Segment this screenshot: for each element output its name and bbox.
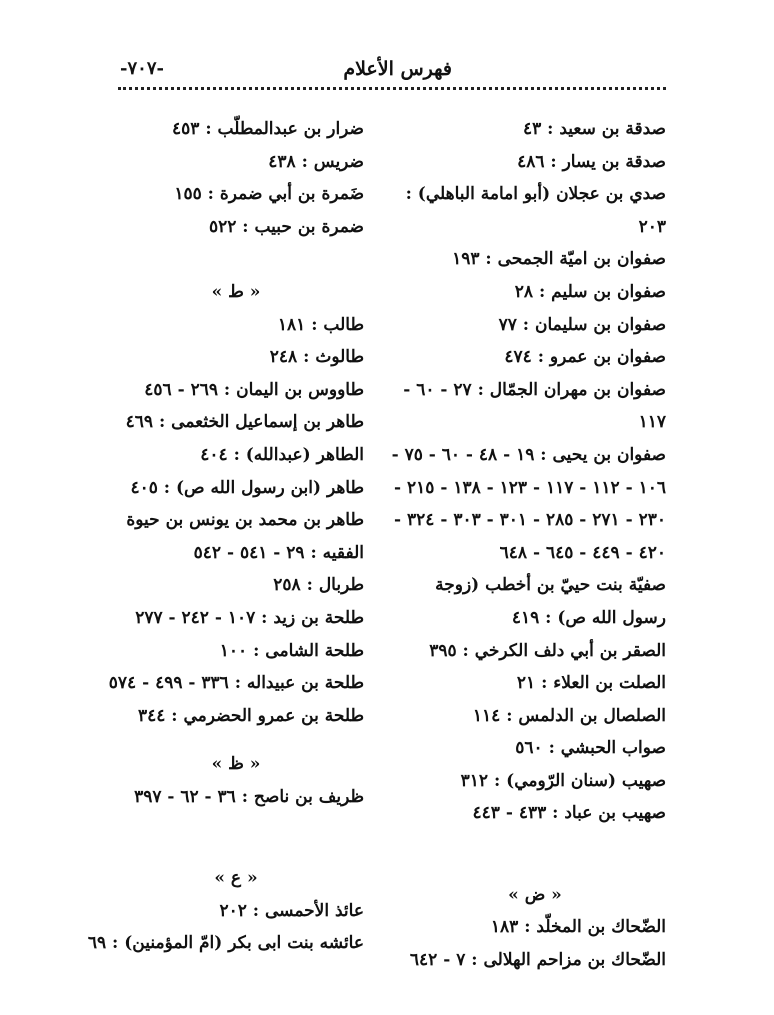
index-entry: طاهر بن إسماعيل الخثعمى : ٤٦٩ (125, 412, 364, 433)
index-entry-continuation: رسول الله ص) : ٤١٩ (511, 607, 666, 628)
dotted-divider (118, 87, 666, 90)
spacer (108, 846, 364, 862)
index-entry: ضمرة بن حبيب : ٥٢٢ (208, 216, 364, 237)
section-heading-ain: « ع » (214, 868, 258, 889)
index-entry: صواب الحبشي : ٥٦٠ (515, 738, 666, 759)
index-entry: الضّحاك بن المخلّد : ١٨٣ (490, 917, 666, 938)
index-entry-continuation: ١٠٦ - ١١٢ - ١١٧ - ١٢٣ - ١٣٨ - ٢١٥ - (394, 477, 666, 498)
index-entry: صفوان بن مهران الجمّال : ٢٧ - ٦٠ - (403, 379, 666, 400)
section-heading-za: « ظ » (211, 754, 261, 775)
index-column-right (391, 113, 666, 976)
index-entry: الطاهر (عبدالله) : ٤٠٤ (200, 444, 364, 465)
index-entry: طربال : ٢٥٨ (273, 575, 364, 596)
index-entry-continuation: ١١٧ (638, 412, 666, 433)
index-entry: صفوان بن عمرو : ٤٧٤ (504, 347, 666, 368)
index-entry: ضريس : ٤٣٨ (268, 151, 364, 172)
index-entry: طلحة بن زيد : ١٠٧ - ٢٤٢ - ٢٧٧ (135, 607, 364, 628)
page-number: -٧٠٧- (120, 58, 164, 79)
index-entry: طالوث : ٢٤٨ (269, 347, 364, 368)
index-entry: صدقة بن سعيد : ٤٣ (523, 119, 666, 139)
index-entry: ضَمرة بن أبي ضمرة : ١٥٥ (174, 184, 364, 205)
index-entry: صفيّة بنت حييّ بن أخطب (زوجة (435, 575, 666, 596)
index-entry: ظريف بن ناصح : ٣٦ - ٦٢ - ٣٩٧ (134, 786, 364, 807)
index-entry: الصلت بن العلاء : ٢١ (516, 673, 666, 694)
index-entry: طاهر بن محمد بن يونس بن حيوة (126, 510, 364, 531)
running-title: فهرس الأعلام (343, 58, 452, 80)
index-entry: الصقر بن أبي دلف الكرخي : ٣٩٥ (429, 640, 666, 661)
spacer (404, 830, 666, 863)
spacer (108, 243, 364, 276)
index-entry: صدقة بن يسار : ٤٨٦ (517, 151, 666, 172)
index-entry-continuation: ٢٠٣ (638, 216, 666, 237)
section-heading-ta: « ط » (211, 281, 261, 302)
spacer (108, 813, 364, 846)
index-entry-continuation: ٤٢٠ - ٤٤٩ - ٦٤٥ - ٦٤٨ (499, 542, 666, 563)
index-column-left (87, 113, 364, 960)
page-header (120, 54, 666, 88)
index-entry: صهيب بن عباد : ٤٣٣ - ٤٤٣ (472, 803, 666, 824)
index-entry: طالب : ١٨١ (277, 314, 364, 335)
index-entry: طاووس بن اليمان : ٢٦٩ - ٤٥٦ (144, 379, 364, 400)
index-entry: صفوان بن اميّة الجمحى : ١٩٣ (452, 249, 666, 270)
index-entry-continuation: ٢٣٠ - ٢٧١ - ٢٨٥ - ٣٠١ - ٣٠٣ - ٣٢٤ - (394, 510, 666, 531)
spacer (404, 863, 666, 879)
index-entry: صدي بن عجلان (أبو امامة الباهلي) : (405, 184, 666, 205)
index-entry: طلحة بن عمرو الحضرمي : ٣٤٤ (137, 705, 364, 726)
spacer (108, 732, 364, 748)
index-entry: عائذ الأحمسى : ٢٠٢ (219, 900, 364, 921)
index-entry: الضّحاك بن مزاحم الهلالى : ٧ - ٦٤٢ (409, 949, 666, 970)
index-entry: الصلصال بن الدلمس : ١١٤ (472, 705, 666, 726)
index-entry: طلحة بن عبيداله : ٣٣٦ - ٤٩٩ - ٥٧٤ (108, 673, 364, 694)
index-entry-continuation: الفقيه : ٢٩ - ٥٤١ - ٥٤٢ (193, 542, 364, 563)
section-heading-dad: « ض » (508, 884, 562, 905)
index-entry: ضرار بن عبدالمطلّب : ٤٥٣ (172, 119, 364, 139)
index-entry: عائشه بنت ابى بكر (امّ المؤمنين) : ٦٩ (87, 933, 364, 954)
index-entry: صهيب (سنان الرّومي) : ٣١٢ (460, 770, 666, 791)
index-entry: صفوان بن سليمان : ٧٧ (498, 314, 666, 335)
index-entry: طاهر (ابن رسول الله ص) : ٤٠٥ (130, 477, 364, 498)
index-entry: صفوان بن سليم : ٢٨ (514, 281, 666, 302)
index-entry: صفوان بن يحيى : ١٩ - ٤٨ - ٦٠ - ٧٥ - (391, 444, 666, 465)
index-entry: طلحة الشامى : ١٠٠ (219, 640, 364, 661)
